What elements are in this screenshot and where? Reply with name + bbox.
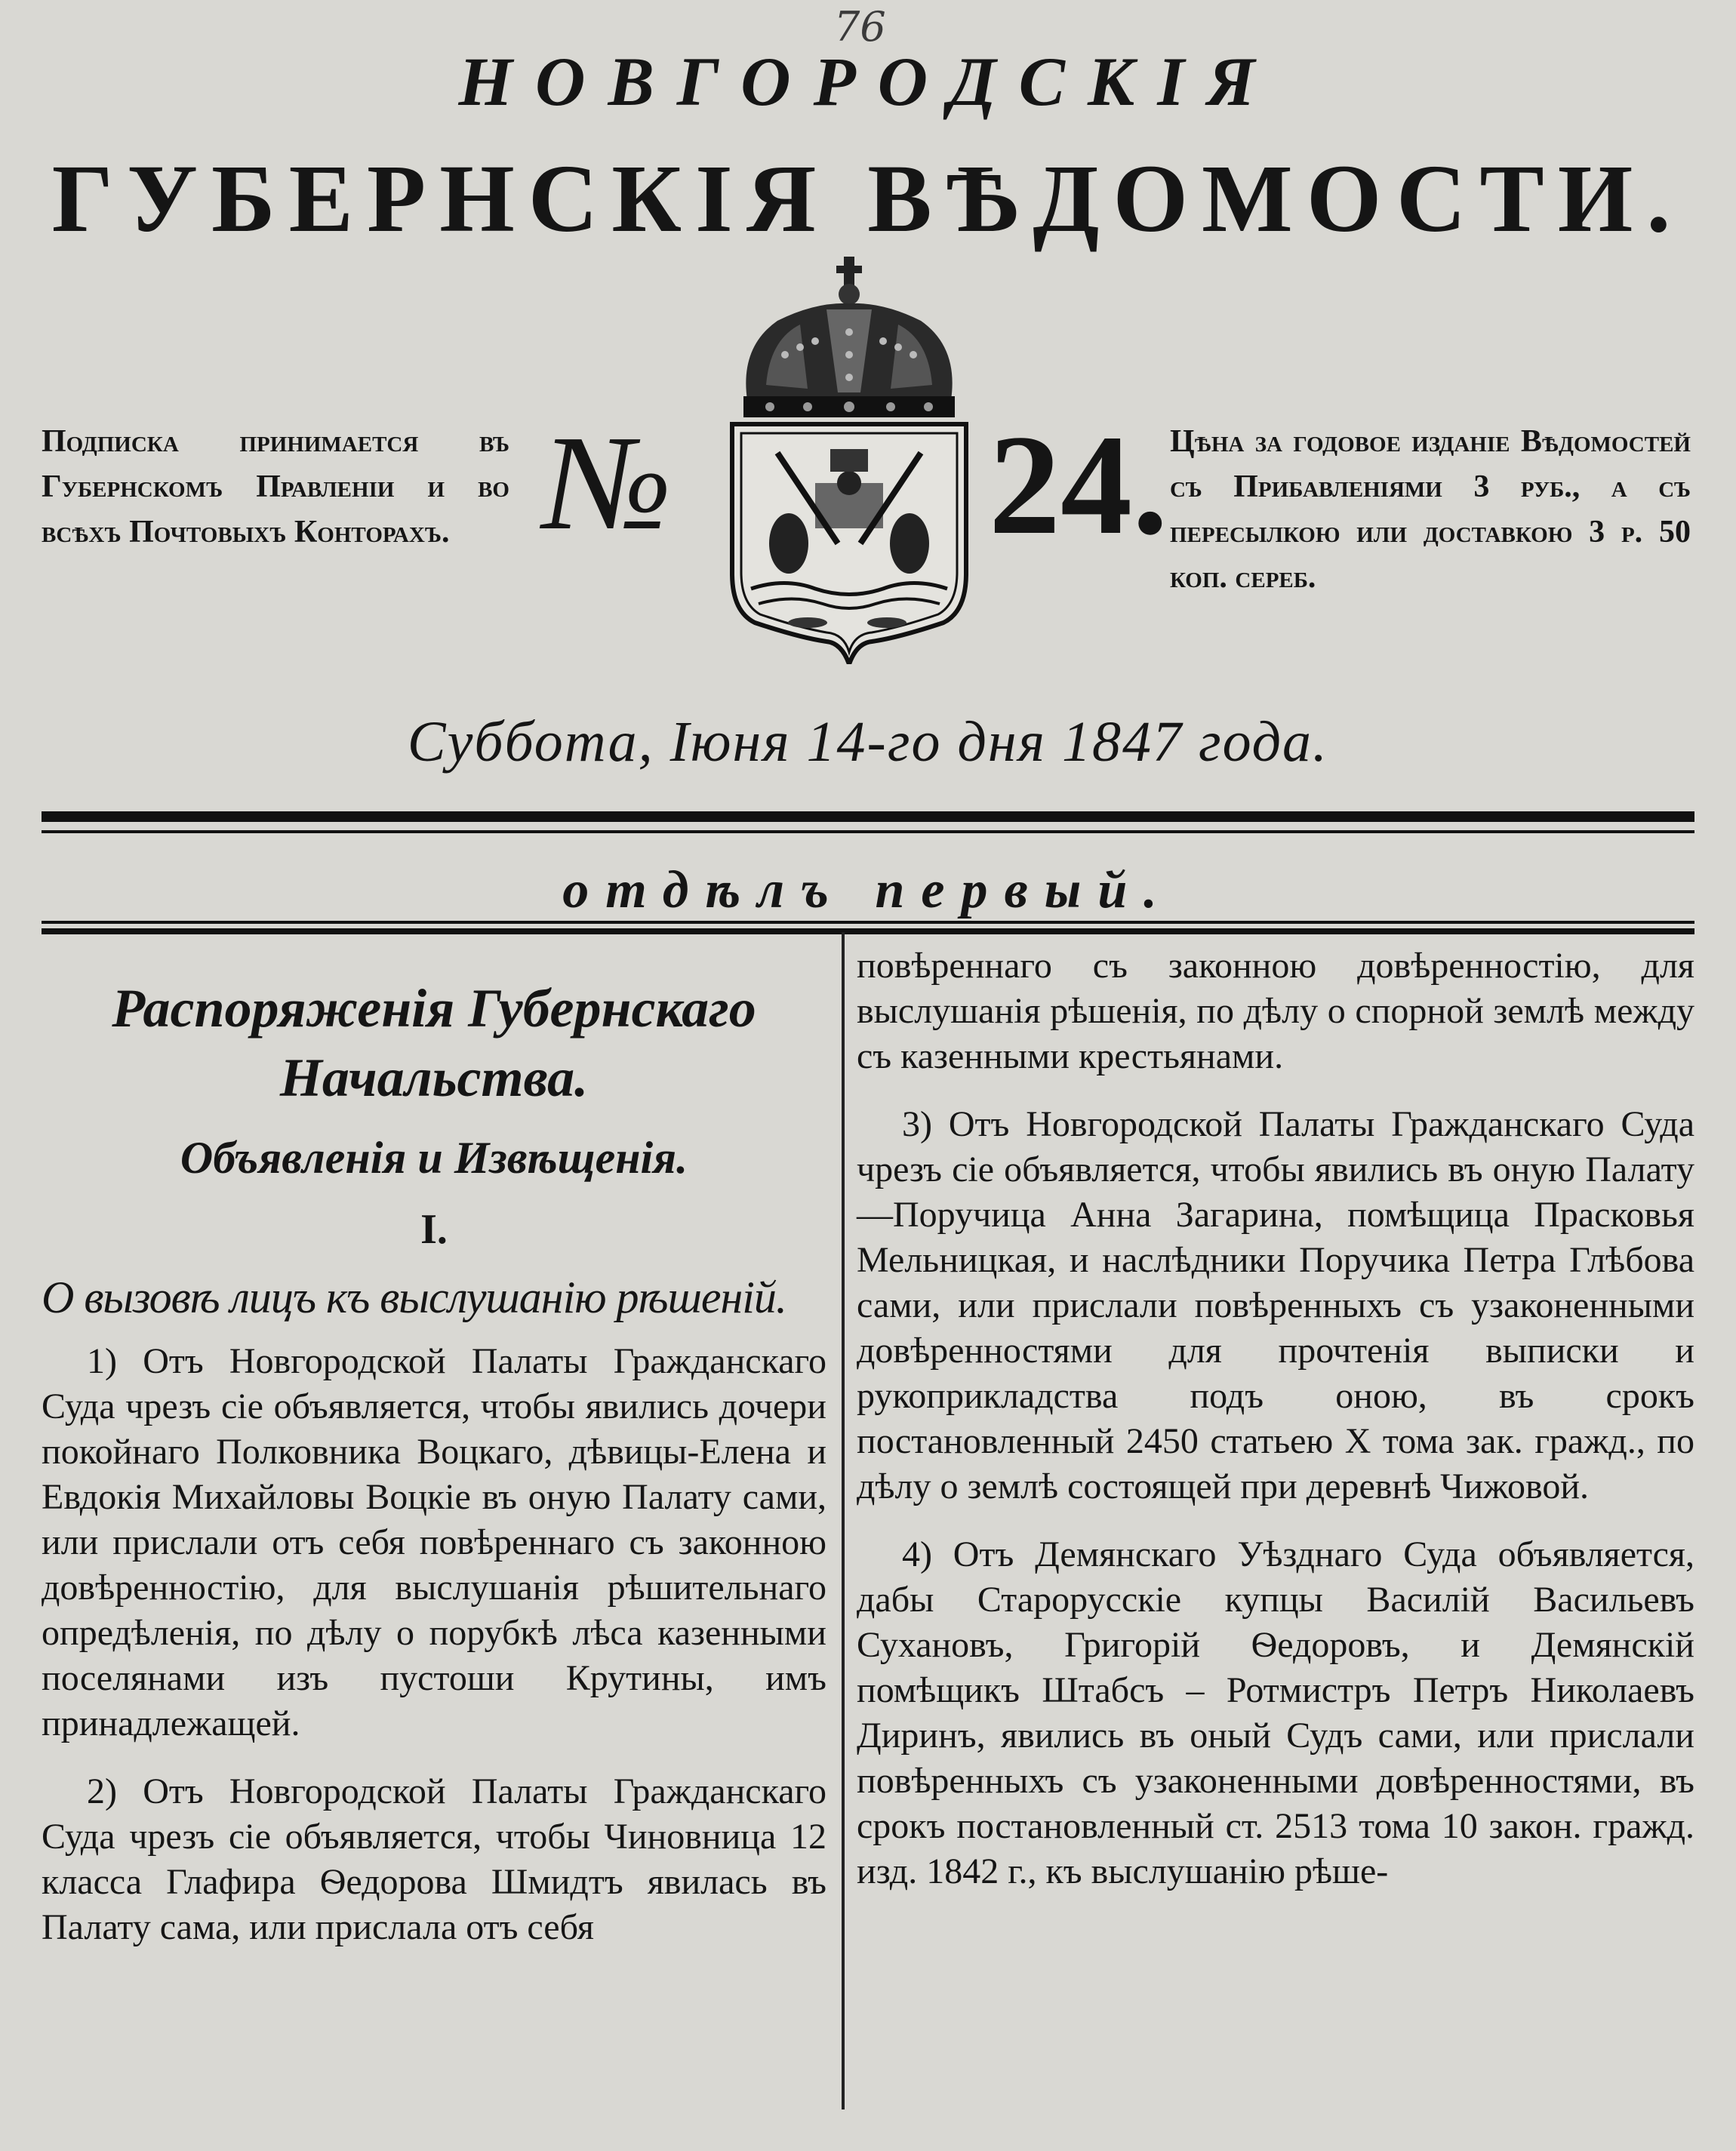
subscription-notice: Подписка принимается въ Губернскомъ Правленіи и во всѣхъ Почтовыхъ Конторахъ. xyxy=(42,424,509,549)
rule-mid-thick xyxy=(42,928,1694,934)
novgorod-coat-of-arms-icon xyxy=(725,257,974,664)
paragraph-2: 2) Отъ Новгородской Палаты Гражданскаго Суда чрезъ сіе объявляется, чтобы Чиновница 12 класса Глафира Ѳедорова Шмидтъ явилась въ Палату сама, или прислала отъ себя xyxy=(42,1771,826,1947)
right-column xyxy=(857,943,1694,1917)
masthead-title-line2: ГУБЕРНСКІЯ ВѢДОМОСТИ. xyxy=(51,145,1685,252)
rule-top-thick xyxy=(42,811,1694,822)
issue-number: 24. xyxy=(989,406,1168,565)
paragraph-4: 4) Отъ Демянскаго Уѣзднаго Суда объявляется, дабы Старорусскіе купцы Василій Васильевъ Сухановъ, Григорій Ѳедоровъ, и Демянскій помѣщикъ Штабсъ – Ротмистръ Петръ Николаевъ Диринъ, явились въ оный Судъ сами, или прислали повѣренныхъ съ узаконенными довѣренностями, въ срокъ постановленный ст. 2513 тома 10 закон. гражд. изд. 1842 г., къ выслушанію рѣше- xyxy=(857,1534,1694,1891)
announcements-heading: Объявленія и Извѣщенія. xyxy=(180,1133,688,1183)
rule-mid-thin xyxy=(42,921,1694,924)
number-sign: № xyxy=(543,408,672,558)
dateline: Суббота, Іюня 14-го дня 1847 года. xyxy=(407,710,1329,774)
paragraph-2-continued: повѣреннаго съ законною довѣренностію, для выслушанія рѣшенія, по дѣлу о спорной землѣ между съ казенными крестьянами. xyxy=(857,946,1694,1076)
paragraph-1: 1) Отъ Новгородской Палаты Гражданскаго Суда чрезъ сіе объявляется, чтобы явились дочери покойнаго Полковника Воцкаго, дѣвицы-Елена и Евдокія Михайловы Воцкіе въ оную Палату сами, или прислали отъ себя повѣреннаго съ законною довѣренностію, для выслушанія рѣшительнаго опредѣленія, по дѣлу о порубкѣ лѣса казенными поселянами изъ пустоши Крутины, имъ принадлежащей. xyxy=(42,1341,826,1743)
section-title: отдѣлъ первый. xyxy=(562,861,1174,919)
roman-numeral-heading: I. xyxy=(420,1206,448,1253)
price-notice: Цѣна за годовое изданіе Вѣдомостей съ Прибавленіями 3 руб., а съ пересылкою или доставкою 3 р. 50 коп. сереб. xyxy=(1170,424,1691,595)
masthead-title-line1: НОВГОРОДСКІЯ xyxy=(458,43,1278,120)
column-divider xyxy=(842,932,845,2109)
left-column xyxy=(42,943,826,1973)
page-number: 76 xyxy=(834,3,886,51)
topic-heading: О вызовѣ лицъ къ выслушанію рѣшеній. xyxy=(42,1272,786,1322)
dept-heading: Распоряженія Губернскаго Начальства. xyxy=(112,978,756,1108)
rule-top-thin xyxy=(42,830,1694,833)
paragraph-3: 3) Отъ Новгородской Палаты Гражданскаго Суда чрезъ сіе объявляется, чтобы явились въ оную Палату—Поручица Анна Загарина, помѣщица Прасковья Мельницкая, и наслѣдники Поручика Петра Глѣбова сами, или прислали повѣренныхъ съ узаконенными довѣренностями для прочтенія выписки и рукоприкладства подъ оною, въ срокъ постановленный 2450 статьею X тома зак. гражд., по дѣлу о землѣ состоящей при деревнѣ Чижовой. xyxy=(857,1104,1694,1506)
